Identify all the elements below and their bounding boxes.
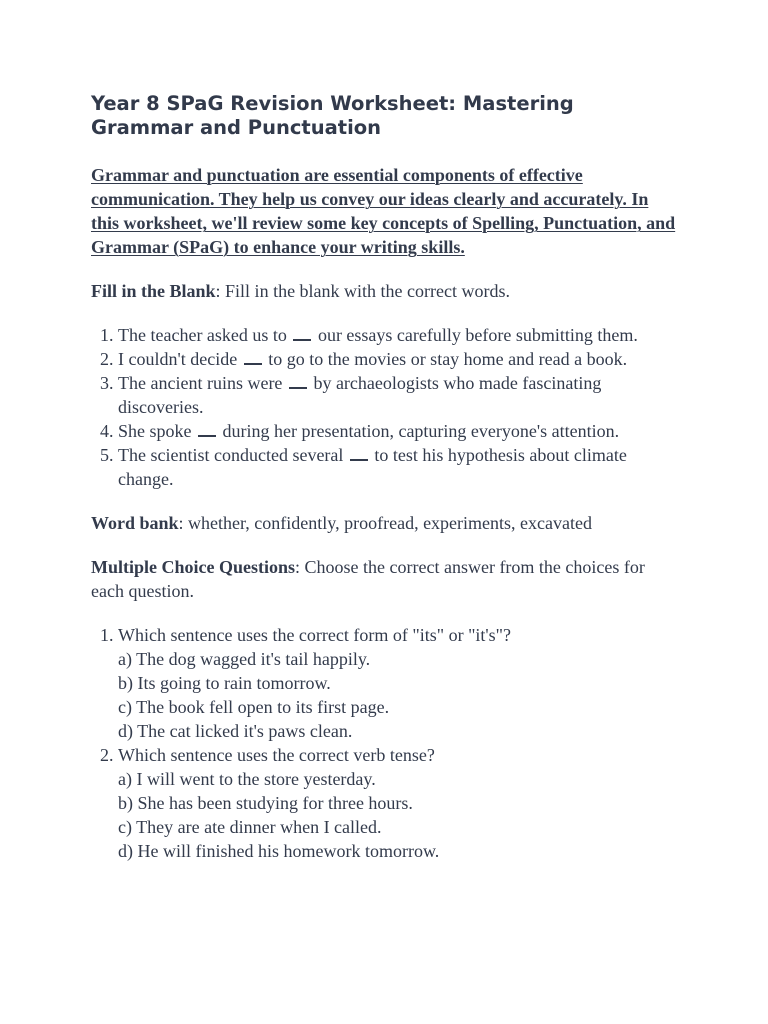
multiple-choice-instruction-text: : Choose the correct answer from the choices for each question. bbox=[91, 557, 645, 601]
fill-blank-heading: Fill in the Blank bbox=[91, 281, 216, 301]
fill-blank-item bbox=[118, 347, 678, 371]
sentence-start: She spoke bbox=[118, 421, 196, 441]
word-bank bbox=[91, 511, 678, 535]
sentence-start: The scientist conducted several bbox=[118, 445, 348, 465]
sentence-end: our essays carefully before submitting them. bbox=[313, 325, 638, 345]
answer-blank bbox=[350, 445, 368, 461]
answer-option: c) The book fell open to its first page. bbox=[118, 697, 390, 717]
question-text: 2. Which sentence uses the correct verb tense? bbox=[118, 745, 435, 765]
question-item bbox=[118, 623, 678, 743]
sentence-end: to go to the movies or stay home and read a book. bbox=[263, 349, 628, 369]
intro-paragraph: Grammar and punctuation are essential components of effective communication. They help us convey our ideas clearly and accurately. In this worksheet, we'll review some key concepts of Spelling, Punctuation, and Grammar (SPaG) to enhance your writing skills. bbox=[91, 165, 676, 257]
answer-option: b) She has been studying for three hours. bbox=[118, 793, 413, 813]
answer-options bbox=[118, 767, 678, 863]
sentence-end: by archaeologists who made fascinating discoveries. bbox=[118, 373, 602, 417]
fill-blank-instructions bbox=[91, 279, 678, 303]
fill-blank-item bbox=[118, 419, 678, 443]
answer-option: d) The cat licked it's paws clean. bbox=[118, 721, 353, 741]
fill-blank-instruction-text: : Fill in the blank with the correct words. bbox=[215, 281, 510, 301]
question-item bbox=[118, 743, 678, 863]
fill-blank-item bbox=[118, 323, 678, 347]
fill-blank-item bbox=[118, 371, 678, 419]
multiple-choice-heading: Multiple Choice Questions bbox=[91, 557, 296, 577]
answer-option: a) I will went to the store yesterday. bbox=[118, 769, 376, 789]
word-bank-heading: Word bank bbox=[91, 513, 179, 533]
answer-option: d) He will finished his homework tomorrow. bbox=[118, 841, 440, 861]
sentence-end: during her presentation, capturing everyone's attention. bbox=[218, 421, 620, 441]
sentence-start: I couldn't decide bbox=[118, 349, 242, 369]
sentence-start: The teacher asked us to bbox=[118, 325, 292, 345]
fill-blank-item bbox=[118, 443, 678, 491]
answer-blank bbox=[198, 421, 216, 437]
answer-option: c) They are ate dinner when I called. bbox=[118, 817, 382, 837]
question-text: 1. Which sentence uses the correct form of "its" or "it's"? bbox=[118, 625, 512, 645]
page-title: Year 8 SPaG Revision Worksheet: Mastering Grammar and Punctuation bbox=[91, 92, 574, 139]
sentence-start: The ancient ruins were bbox=[118, 373, 287, 393]
multiple-choice-instructions bbox=[91, 555, 678, 603]
multiple-choice-list bbox=[91, 623, 678, 863]
answer-option: a) The dog wagged it's tail happily. bbox=[118, 649, 371, 669]
answer-blank bbox=[293, 325, 311, 341]
answer-option: b) Its going to rain tomorrow. bbox=[118, 673, 331, 693]
answer-blank bbox=[289, 373, 307, 389]
answer-blank bbox=[244, 349, 262, 365]
sentence-end: to test his hypothesis about climate change. bbox=[118, 445, 627, 489]
word-bank-words: : whether, confidently, proofread, experiments, excavated bbox=[178, 513, 592, 533]
fill-blank-list bbox=[91, 323, 678, 491]
answer-options bbox=[118, 647, 678, 743]
